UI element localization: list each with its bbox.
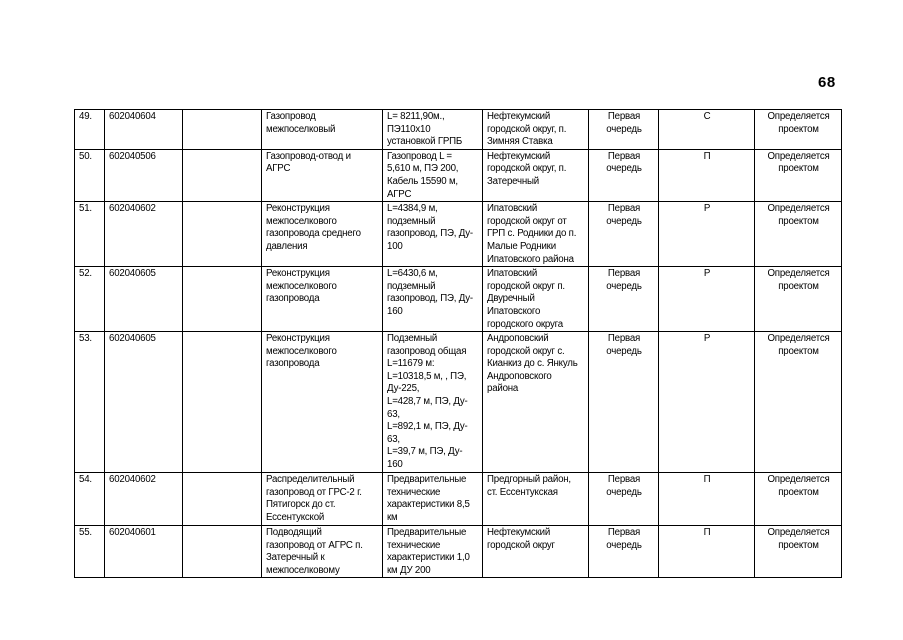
- queue-cell: [589, 202, 659, 267]
- location-line: Кианкиз до с. Янкуль: [487, 358, 578, 370]
- status-cell: Р: [659, 202, 755, 267]
- financing-line: проектом: [778, 163, 819, 175]
- characteristics-cell: [383, 332, 483, 473]
- location-line: Ипатовского района: [487, 253, 574, 265]
- object-name-line: газопровода: [266, 293, 320, 305]
- financing-line: Определяется: [767, 203, 830, 215]
- queue-line: очередь: [606, 486, 642, 498]
- financing-cell: [755, 473, 842, 526]
- financing-cell: [755, 267, 842, 332]
- queue-line: очередь: [606, 345, 642, 357]
- status-cell: П: [659, 149, 755, 201]
- financing-line: Определяется: [767, 527, 830, 539]
- queue-line: Первая: [607, 111, 641, 122]
- table-row: [75, 267, 842, 332]
- characteristics-line: Газопровод L =: [387, 150, 452, 162]
- characteristics-line: L=10318,5 м, , ПЭ,: [387, 370, 467, 382]
- location-line: Малые Родники: [487, 240, 556, 252]
- table-body: [75, 110, 842, 578]
- characteristics-line: L=6430,6 м,: [387, 268, 438, 280]
- characteristics-line: Предварительные: [387, 527, 467, 539]
- object-name-line: межпоселковому: [266, 564, 340, 576]
- table-row: [75, 473, 842, 526]
- location-line: Андроповского: [487, 370, 552, 382]
- location-line: Нефтекумский: [487, 111, 551, 122]
- financing-line: проектом: [778, 539, 819, 551]
- object-name-cell: [262, 267, 383, 332]
- object-name-line: давления: [266, 240, 308, 252]
- row-number-cell: 52.: [75, 267, 105, 332]
- queue-line: очередь: [606, 280, 642, 292]
- characteristics-cell: [383, 149, 483, 201]
- table-row: [75, 149, 842, 201]
- status-cell: С: [659, 110, 755, 150]
- object-name-cell: [262, 473, 383, 526]
- characteristics-cell: [383, 473, 483, 526]
- characteristics-line: ПЭ110х10: [387, 123, 431, 135]
- location-line: Двуречный: [487, 293, 535, 305]
- characteristics-line: 5,610 м, ПЭ 200,: [387, 163, 459, 175]
- location-line: Ипатовский: [487, 268, 538, 280]
- object-code-cell: 602040506: [105, 149, 183, 201]
- object-name-line: межпоселкового: [266, 215, 337, 227]
- characteristics-line: L=892,1 м, ПЭ, Ду-: [387, 421, 468, 433]
- characteristics-line: L=428,7 м, ПЭ, Ду-: [387, 396, 468, 408]
- queue-line: очередь: [606, 163, 642, 175]
- financing-line: проектом: [778, 280, 819, 292]
- queue-line: Первая: [607, 150, 641, 162]
- queue-cell: [589, 149, 659, 201]
- characteristics-line: 63,: [387, 433, 400, 445]
- characteristics-cell: [383, 202, 483, 267]
- location-cell: [483, 526, 589, 578]
- object-name-cell: [262, 202, 383, 267]
- characteristics-line: L=39,7 м, ПЭ, Ду-: [387, 446, 463, 458]
- financing-cell: [755, 202, 842, 267]
- characteristics-cell: [383, 526, 483, 578]
- characteristics-line: подземный: [387, 215, 436, 227]
- location-line: Затеречный: [487, 175, 539, 187]
- empty-cell: [183, 110, 262, 150]
- status-cell: П: [659, 473, 755, 526]
- financing-line: проектом: [778, 345, 819, 357]
- status-cell: П: [659, 526, 755, 578]
- object-name-line: Ессентукской: [266, 511, 325, 523]
- location-line: Нефтекумский: [487, 527, 551, 539]
- empty-cell: [183, 202, 262, 267]
- table-row: [75, 202, 842, 267]
- object-name-cell: [262, 526, 383, 578]
- object-code-cell: 602040601: [105, 526, 183, 578]
- object-name-line: межпоселкового: [266, 345, 337, 357]
- financing-cell: [755, 149, 842, 201]
- characteristics-line: L=4384,9 м,: [387, 203, 438, 215]
- location-line: городской округ п.: [487, 280, 565, 292]
- object-code-cell: 602040602: [105, 473, 183, 526]
- empty-cell: [183, 267, 262, 332]
- empty-cell: [183, 149, 262, 201]
- characteristics-line: АГРС: [387, 188, 412, 200]
- object-name-line: Затеречный к: [266, 552, 325, 564]
- object-name-line: газопровод от ГРС-2 г.: [266, 486, 362, 498]
- characteristics-line: технические: [387, 486, 441, 498]
- empty-cell: [183, 526, 262, 578]
- object-name-line: Распределительный: [266, 474, 355, 486]
- queue-line: очередь: [606, 123, 642, 135]
- characteristics-line: 63,: [387, 408, 400, 420]
- object-name-cell: [262, 110, 383, 150]
- object-name-line: АГРС: [266, 163, 291, 175]
- empty-cell: [183, 473, 262, 526]
- financing-line: проектом: [778, 215, 819, 227]
- location-line: городского округа: [487, 318, 563, 330]
- object-name-line: Реконструкция: [266, 268, 330, 280]
- page-number: 68: [818, 74, 836, 91]
- characteristics-line: км ДУ 200: [387, 564, 431, 576]
- object-code-cell: 602040602: [105, 202, 183, 267]
- characteristics-line: 160: [387, 459, 403, 471]
- queue-cell: [589, 267, 659, 332]
- characteristics-cell: [383, 267, 483, 332]
- location-line: Зимняя Ставка: [487, 136, 553, 148]
- object-name-line: Реконструкция: [266, 333, 330, 345]
- table-row: [75, 110, 842, 150]
- characteristics-line: Ду-225,: [387, 383, 420, 395]
- status-cell: Р: [659, 332, 755, 473]
- location-line: Андроповский: [487, 333, 549, 345]
- characteristics-line: технические: [387, 539, 441, 551]
- location-line: ГРП с. Родники до п.: [487, 228, 577, 240]
- characteristics-line: Кабель 15590 м,: [387, 175, 458, 187]
- characteristics-line: Подземный: [387, 333, 438, 345]
- location-cell: [483, 332, 589, 473]
- location-line: городской округ: [487, 539, 555, 551]
- empty-cell: [183, 332, 262, 473]
- object-code-cell: 602040604: [105, 110, 183, 150]
- location-cell: [483, 110, 589, 150]
- object-name-line: газопровода: [266, 358, 320, 370]
- location-line: городской округ, п.: [487, 123, 567, 135]
- object-name-line: Пятигорск до ст.: [266, 499, 336, 511]
- location-cell: [483, 202, 589, 267]
- financing-line: проектом: [778, 486, 819, 498]
- characteristics-line: установкой ГРПБ: [387, 136, 463, 148]
- characteristics-line: газопровод общая: [387, 345, 467, 357]
- row-number-cell: 49.: [75, 110, 105, 150]
- object-name-cell: [262, 149, 383, 201]
- row-number-cell: 54.: [75, 473, 105, 526]
- queue-line: Первая: [607, 474, 641, 486]
- characteristics-line: Предварительные: [387, 474, 467, 486]
- queue-cell: [589, 332, 659, 473]
- status-cell: Р: [659, 267, 755, 332]
- characteristics-line: газопровод, ПЭ, Ду-: [387, 293, 473, 305]
- queue-line: очередь: [606, 539, 642, 551]
- object-name-line: Подводящий: [266, 527, 322, 539]
- location-line: Нефтекумский: [487, 150, 551, 162]
- queue-cell: [589, 526, 659, 578]
- financing-line: проектом: [778, 123, 819, 135]
- queue-cell: [589, 473, 659, 526]
- financing-line: Определяется: [767, 268, 830, 280]
- object-name-line: газопровода среднего: [266, 228, 361, 240]
- financing-line: Определяется: [767, 111, 830, 122]
- characteristics-line: характеристики 1,0: [387, 552, 470, 564]
- object-code-cell: 602040605: [105, 332, 183, 473]
- object-code-cell: 602040605: [105, 267, 183, 332]
- location-cell: [483, 267, 589, 332]
- financing-cell: [755, 526, 842, 578]
- location-line: района: [487, 383, 519, 395]
- row-number-cell: 51.: [75, 202, 105, 267]
- location-line: Предгорный район,: [487, 474, 571, 486]
- location-cell: [483, 149, 589, 201]
- table-row: [75, 526, 842, 578]
- queue-line: Первая: [607, 268, 641, 280]
- characteristics-line: характеристики 8,5: [387, 499, 470, 511]
- object-name-line: Газопровод-отвод и: [266, 150, 351, 162]
- objects-table: [74, 109, 842, 578]
- row-number-cell: 53.: [75, 332, 105, 473]
- object-name-line: межпоселковый: [266, 123, 336, 135]
- characteristics-line: L=11679 м:: [387, 358, 435, 370]
- characteristics-line: подземный: [387, 280, 436, 292]
- queue-line: Первая: [607, 333, 641, 345]
- location-line: ст. Ессентукская: [487, 486, 558, 498]
- characteristics-line: газопровод, ПЭ, Ду-: [387, 228, 473, 240]
- characteristics-line: 100: [387, 240, 403, 252]
- characteristics-line: 160: [387, 305, 403, 317]
- queue-line: Первая: [607, 527, 641, 539]
- object-name-line: межпоселкового: [266, 280, 337, 292]
- object-name-cell: [262, 332, 383, 473]
- financing-line: Определяется: [767, 150, 830, 162]
- financing-line: Определяется: [767, 333, 830, 345]
- location-cell: [483, 473, 589, 526]
- characteristics-cell: [383, 110, 483, 150]
- object-name-line: Реконструкция: [266, 203, 330, 215]
- object-name-line: газопровод от АГРС п.: [266, 539, 363, 551]
- table-row: [75, 332, 842, 473]
- characteristics-line: км: [387, 511, 398, 523]
- queue-cell: [589, 110, 659, 150]
- location-line: городской округ, п.: [487, 163, 567, 175]
- queue-line: Первая: [607, 203, 641, 215]
- financing-cell: [755, 110, 842, 150]
- row-number-cell: 50.: [75, 149, 105, 201]
- financing-cell: [755, 332, 842, 473]
- object-name-line: Газопровод: [266, 111, 316, 122]
- location-line: городской округ от: [487, 215, 567, 227]
- row-number-cell: 55.: [75, 526, 105, 578]
- queue-line: очередь: [606, 215, 642, 227]
- location-line: городской округ с.: [487, 345, 565, 357]
- characteristics-line: L= 8211,90м.,: [387, 111, 445, 122]
- location-line: Ипатовского: [487, 305, 541, 317]
- financing-line: Определяется: [767, 474, 830, 486]
- location-line: Ипатовский: [487, 203, 538, 215]
